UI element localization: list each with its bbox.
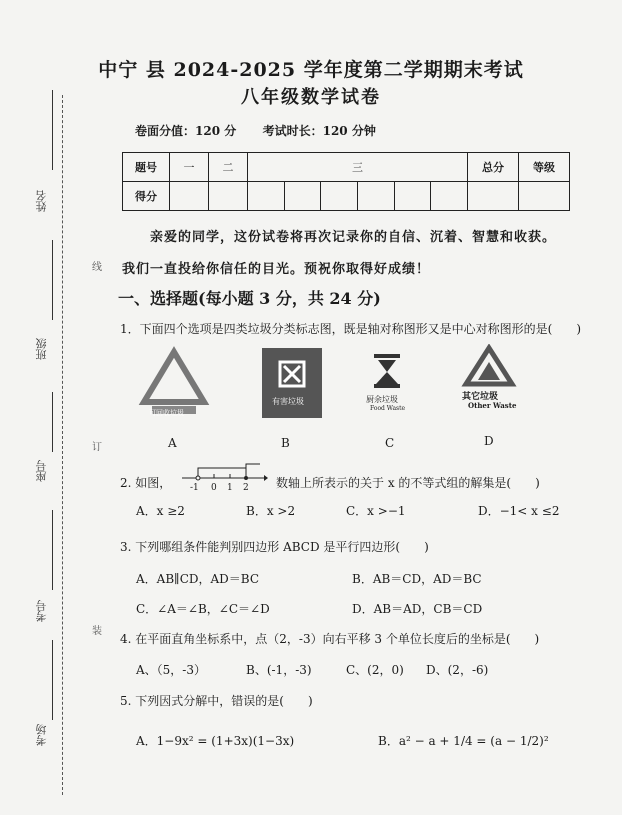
q4-option-a[interactable]: A、（5，-3）	[136, 663, 206, 677]
score-head-2: 二	[209, 153, 248, 182]
score-head-total: 总分	[468, 153, 519, 182]
score-cell[interactable]	[248, 182, 285, 211]
seal-order-char: 订	[92, 442, 102, 453]
seal-line-char: 线	[92, 262, 102, 273]
seat-label: 座号	[35, 460, 48, 482]
score-cell[interactable]	[209, 182, 248, 211]
q3-option-c[interactable]: C．∠A＝∠B，∠C＝∠D	[136, 602, 270, 616]
binding-line	[62, 95, 63, 795]
q2-option-c[interactable]: C．x >−1	[346, 504, 406, 518]
tick-label: 1	[227, 483, 233, 493]
score-cell[interactable]	[321, 182, 358, 211]
hazardous-caption: 有害垃圾	[272, 397, 304, 406]
time-info: 考试时长：120 分钟	[262, 124, 376, 138]
score-cell[interactable]	[468, 182, 519, 211]
q4-option-d[interactable]: D、(2，-6)	[426, 663, 489, 677]
intro-line-1: 亲爱的同学，这份试卷将再次记录你的自信、沉着、智慧和收获。	[150, 230, 557, 245]
question-4-text: 4. 在平面直角坐标系中，点（2，-3）向右平移 3 个单位长度后的坐标是( )	[120, 632, 540, 646]
score-head-qno: 题号	[123, 153, 170, 182]
question-3-text: 3. 下列哪组条件能判别四边形 ABCD 是平行四边形( )	[120, 540, 429, 554]
name-label: 姓名	[35, 190, 48, 212]
q2-option-d[interactable]: D．−1< x ≤2	[478, 504, 560, 518]
other-caption: 其它垃圾	[462, 392, 499, 402]
score-cell[interactable]	[170, 182, 209, 211]
score-table	[122, 152, 570, 211]
exam-subtitle: 八年级数学试卷	[241, 87, 381, 108]
seat-underline	[52, 392, 53, 452]
class-underline	[52, 240, 53, 320]
exam-no-underline	[52, 510, 53, 590]
exam-no-label: 考号	[35, 600, 48, 622]
option-letter-b: B	[281, 436, 290, 450]
q2-option-b[interactable]: B．x >2	[246, 504, 296, 518]
score-cell[interactable]	[284, 182, 321, 211]
score-row-label: 得分	[123, 182, 170, 211]
score-head-grade: 等级	[519, 153, 570, 182]
tick-label: -1	[190, 483, 199, 493]
room-label: 考场	[35, 724, 48, 746]
q3-option-a[interactable]: A．AB∥CD，AD＝BC	[136, 572, 260, 586]
q3-option-b[interactable]: B．AB＝CD，AD＝BC	[352, 572, 482, 586]
tick-label: 2	[243, 483, 249, 493]
score-head-3: 三	[248, 153, 468, 182]
number-line-figure	[180, 462, 268, 496]
score-head-1: 一	[170, 153, 209, 182]
section-title: 一、选择题(每小题 3 分，共 24 分)	[118, 289, 381, 308]
score-cell[interactable]	[519, 182, 570, 211]
other-caption-en: Other Waste	[468, 401, 517, 410]
question-1-text: 1．下面四个选项是四类垃圾分类标志图，既是轴对称图形又是中心对称图形的是( )	[120, 322, 582, 336]
other-waste-icon	[458, 344, 520, 394]
q2-option-a[interactable]: A．x ≥2	[136, 504, 185, 518]
tick-label: 0	[211, 483, 217, 493]
seal-bind-char: 装	[92, 626, 102, 637]
exam-meta	[135, 122, 376, 139]
score-cell[interactable]	[394, 182, 431, 211]
score-cell[interactable]	[357, 182, 394, 211]
option-letter-d: D	[484, 434, 494, 448]
exam-title: 中宁 县 2024-2025 学年度第二学期期末考试	[98, 59, 524, 81]
option-letter-a: A	[168, 436, 177, 450]
q3-option-d[interactable]: D．AB＝AD，CB＝CD	[352, 602, 483, 616]
hazardous-icon	[262, 348, 322, 418]
q4-option-b[interactable]: B、(-1，-3)	[246, 663, 312, 677]
room-underline	[52, 640, 53, 720]
question-2-text: 数轴上所表示的关于 x 的不等式组的解集是( )	[276, 476, 540, 490]
option-letter-c: C	[385, 436, 395, 450]
class-label: 班级	[35, 338, 48, 360]
q5-option-a[interactable]: A．1−9x² = (1+3x)(1−3x)	[136, 734, 295, 748]
intro-line-2: 我们一直投给你信任的目光。预祝你取得好成绩！	[122, 262, 431, 277]
recycle-caption: 可回收垃圾	[149, 409, 184, 417]
score-cell[interactable]	[431, 182, 468, 211]
kitchen-caption-en: Food Waste	[370, 405, 406, 412]
score-info: 卷面分值：120 分	[135, 124, 237, 138]
question-5-text: 5. 下列因式分解中，错误的是( )	[120, 694, 313, 708]
q4-option-c[interactable]: C、(2，0)	[346, 663, 404, 677]
question-2-prefix: 2. 如图，	[120, 476, 172, 490]
q5-option-b[interactable]: B．a² − a + 1/4 = (a − 1/2)²	[378, 734, 549, 748]
kitchen-caption: 厨余垃圾	[366, 395, 398, 404]
